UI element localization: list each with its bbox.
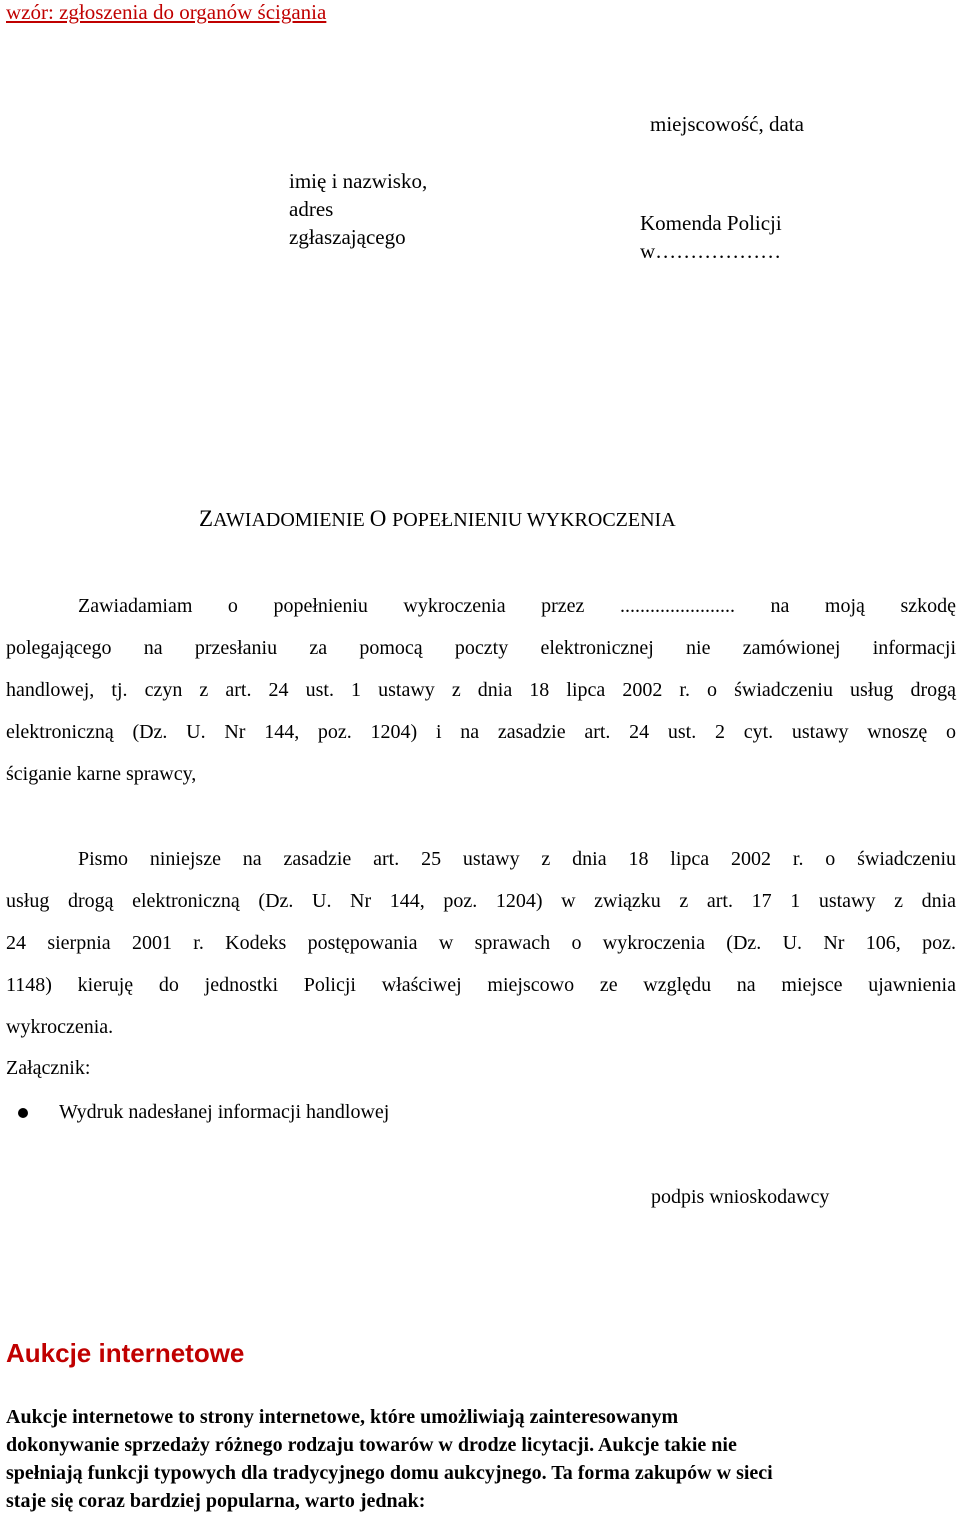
signature-label: podpis wnioskodawcy (651, 1186, 830, 1208)
section-line: staje się coraz bardziej popularna, warto jednak: (6, 1490, 426, 1512)
attachment-item: Wydruk nadesłanej informacji handlowej (59, 1101, 390, 1123)
sender-line: adres (289, 197, 334, 221)
document-title (199, 506, 676, 532)
paragraph-line: ściganie karne sprawcy, (6, 763, 197, 785)
title-initial: Z (199, 506, 214, 531)
recipient-line: w……………… (640, 239, 782, 263)
title-initial: O (369, 506, 393, 531)
paragraph-line: usług drogą elektroniczną (Dz. U. Nr 144, poz. 1204) w związku z art. 17 1 ustawy z dnia (6, 890, 956, 912)
notification-paragraph (6, 585, 956, 795)
paragraph-line: wykroczenia. (6, 1016, 114, 1038)
document-link[interactable]: wzór: zgłoszenia do organów ścigania (6, 0, 327, 24)
recipient-line: Komenda Policji (640, 211, 782, 235)
paragraph-line: 1148) kieruję do jednostki Policji właściwej miejscowo ze względu na miejsce ujawnienia (6, 974, 956, 996)
section-line: spełniają funkcji typowych dla tradycyjnego domu aukcyjnego. Ta forma zakupów w sieci (6, 1462, 773, 1484)
title-part: POPEŁNIENIU WYKROCZENIA (392, 509, 676, 531)
place-date: miejscowość, data (650, 112, 804, 136)
sender-block (289, 167, 427, 251)
title-part: AWIADOMIENIE (213, 509, 370, 531)
paragraph-line: 24 sierpnia 2001 r. Kodeks postępowania w sprawach o wykroczenia (Dz. U. Nr 106, poz. (6, 932, 956, 954)
section-heading: Aukcje internetowe (6, 1338, 245, 1368)
paragraph-line: handlowej, tj. czyn z art. 24 ust. 1 ustawy z dnia 18 lipca 2002 r. o świadczeniu usług drogą (6, 679, 956, 701)
paragraph-line: elektroniczną (Dz. U. Nr 144, poz. 1204) i na zasadzie art. 24 ust. 2 cyt. ustawy wnoszę o (6, 721, 956, 743)
legal-basis-paragraph (6, 838, 956, 1048)
paragraph-line: Zawiadamiam o popełnieniu wykroczenia przez ....................... na moją szkodę (78, 595, 956, 617)
attachment-label: Załącznik: (6, 1057, 91, 1079)
section-line: Aukcje internetowe to strony internetowe, które umożliwiają zainteresowanym (6, 1406, 679, 1428)
bullet-icon (18, 1108, 28, 1118)
paragraph-line: Pismo niniejsze na zasadzie art. 25 ustawy z dnia 18 lipca 2002 r. o świadczeniu (78, 848, 956, 870)
sender-line: imię i nazwisko, (289, 169, 428, 193)
section-line: dokonywanie sprzedaży różnego rodzaju towarów w drodze licytacji. Aukcje takie nie (6, 1434, 737, 1456)
sender-line: zgłaszającego (289, 225, 406, 249)
section-text (6, 1403, 956, 1515)
recipient-block (640, 209, 782, 265)
paragraph-line: polegającego na przesłaniu za pomocą poczty elektronicznej nie zamówionej informacji (6, 637, 956, 659)
